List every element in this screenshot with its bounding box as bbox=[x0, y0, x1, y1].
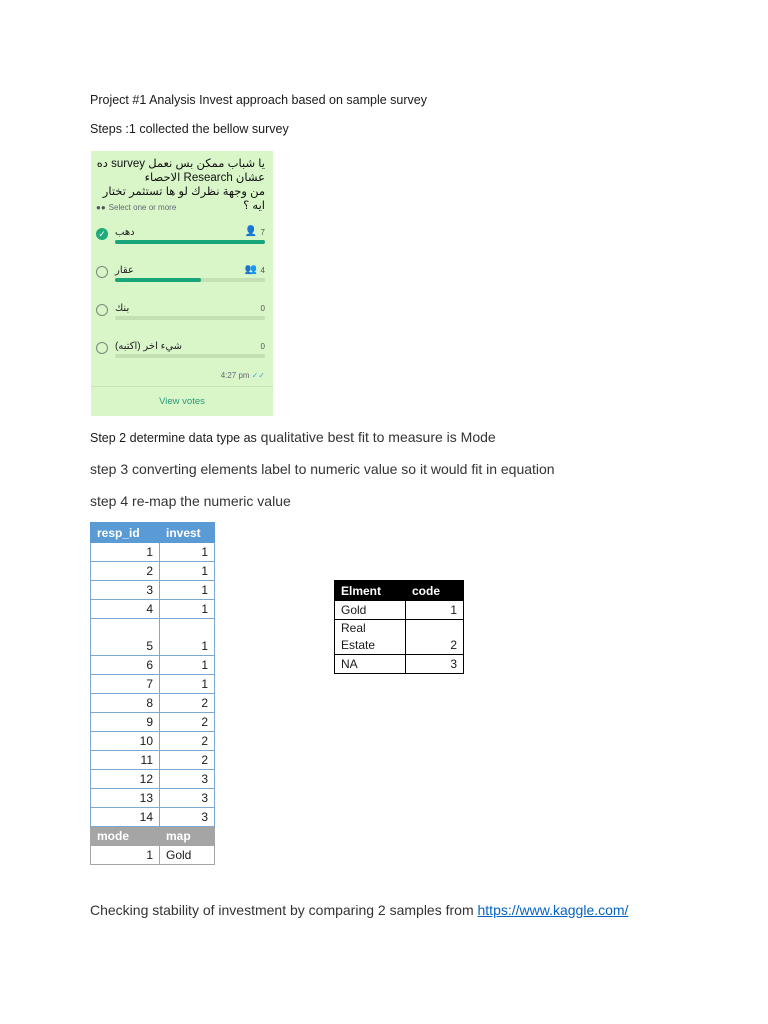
table-header-row bbox=[91, 523, 215, 543]
table-row bbox=[335, 620, 464, 655]
cell-resp-id: 5 bbox=[91, 619, 160, 656]
table-row bbox=[91, 600, 215, 619]
multi-select-icon: ●● bbox=[96, 203, 106, 212]
cell-invest: 3 bbox=[160, 789, 215, 808]
vote-bar-track bbox=[115, 316, 265, 320]
document-title: Project #1 Analysis Invest approach based on sample survey bbox=[90, 93, 427, 107]
table-row bbox=[91, 581, 215, 600]
header-invest: invest bbox=[160, 523, 215, 543]
survey-option-bank[interactable] bbox=[91, 304, 273, 334]
option-label: عقار bbox=[115, 265, 134, 276]
survey-question-line3: من وجهة نظرك لو ها تستثمر تختار ايه ؟ bbox=[102, 186, 265, 212]
cell-resp-id: 8 bbox=[91, 694, 160, 713]
option-count: 0 bbox=[260, 304, 265, 313]
table-row bbox=[91, 562, 215, 581]
header-element: Elment bbox=[335, 581, 406, 601]
cell-invest: 1 bbox=[160, 600, 215, 619]
cell-invest: 1 bbox=[160, 581, 215, 600]
cell-resp-id: 13 bbox=[91, 789, 160, 808]
table-row bbox=[91, 713, 215, 732]
cell-code: 2 bbox=[406, 620, 464, 655]
cell-resp-id: 7 bbox=[91, 675, 160, 694]
cell-invest: 1 bbox=[160, 675, 215, 694]
voter-avatars-icon: 👥 bbox=[244, 264, 257, 275]
vote-bar-track bbox=[115, 278, 265, 282]
cell-invest: 1 bbox=[160, 543, 215, 562]
cell-invest: 1 bbox=[160, 619, 215, 656]
cell-element: Gold bbox=[335, 601, 406, 620]
cell-resp-id: 4 bbox=[91, 600, 160, 619]
header-resp-id: resp_id bbox=[91, 523, 160, 543]
table-row bbox=[91, 543, 215, 562]
kaggle-link[interactable]: https://www.kaggle.com/ bbox=[477, 902, 629, 918]
footer-paragraph: Checking stability of investment by comparing 2 samples from https://www.kaggle.com/ bbox=[90, 902, 629, 918]
cell-invest: 3 bbox=[160, 770, 215, 789]
response-table bbox=[90, 522, 215, 865]
step4-text: step 4 re-map the numeric value bbox=[90, 493, 291, 509]
cell-invest: 2 bbox=[160, 713, 215, 732]
table-row bbox=[91, 675, 215, 694]
cell-resp-id: 2 bbox=[91, 562, 160, 581]
check-icon: ✓ bbox=[96, 228, 108, 240]
cell-invest: 2 bbox=[160, 751, 215, 770]
header-mode: mode bbox=[91, 827, 160, 846]
cell-resp-id: 3 bbox=[91, 581, 160, 600]
view-votes-button[interactable]: View votes bbox=[159, 396, 205, 407]
cell-element: NA bbox=[335, 655, 406, 674]
cell-invest: 2 bbox=[160, 732, 215, 751]
survey-question-line1: يا شباب ممكن بس نعمل survey ده bbox=[96, 158, 265, 170]
cell-invest: 1 bbox=[160, 562, 215, 581]
vote-bar-track bbox=[115, 240, 265, 244]
option-count: 4 bbox=[260, 266, 265, 275]
cell-invest: 2 bbox=[160, 694, 215, 713]
survey-hint: ●● Select one or more bbox=[96, 203, 177, 212]
table-row bbox=[91, 656, 215, 675]
table-row bbox=[335, 601, 464, 620]
option-count: 0 bbox=[260, 342, 265, 351]
cell-map: Gold bbox=[160, 846, 215, 865]
table-row bbox=[91, 770, 215, 789]
cell-resp-id: 10 bbox=[91, 732, 160, 751]
double-check-icon: ✓✓ bbox=[251, 371, 265, 380]
summary-row bbox=[91, 846, 215, 865]
radio-icon bbox=[96, 304, 108, 316]
survey-option-real-estate[interactable] bbox=[91, 266, 273, 296]
step2-text: Step 2 determine data type as qualitative best fit to measure is Mode bbox=[90, 429, 496, 445]
table-row bbox=[91, 789, 215, 808]
table-row bbox=[91, 808, 215, 827]
message-time: 4:27 pm ✓✓ bbox=[220, 371, 265, 380]
table-row bbox=[335, 655, 464, 674]
survey-option-other[interactable] bbox=[91, 342, 273, 372]
cell-invest: 1 bbox=[160, 656, 215, 675]
option-label: شيء اخر (اكتبه) bbox=[115, 341, 183, 352]
step3-text: step 3 converting elements label to numeric value so it would fit in equation bbox=[90, 461, 555, 477]
vote-bar-track bbox=[115, 354, 265, 358]
summary-header-row bbox=[91, 827, 215, 846]
vote-bar-fill bbox=[115, 278, 201, 282]
step1-text: Steps :1 collected the bellow survey bbox=[90, 122, 289, 136]
cell-invest: 3 bbox=[160, 808, 215, 827]
cell-mode: 1 bbox=[91, 846, 160, 865]
element-code-table bbox=[334, 580, 464, 674]
cell-resp-id: 1 bbox=[91, 543, 160, 562]
table-row bbox=[91, 732, 215, 751]
table-row bbox=[91, 619, 215, 656]
radio-icon bbox=[96, 342, 108, 354]
cell-code: 1 bbox=[406, 601, 464, 620]
table-row bbox=[91, 694, 215, 713]
survey-poll-card bbox=[91, 151, 273, 416]
cell-resp-id: 12 bbox=[91, 770, 160, 789]
option-label: دهب bbox=[115, 227, 135, 238]
cell-resp-id: 9 bbox=[91, 713, 160, 732]
radio-icon bbox=[96, 266, 108, 278]
card-divider bbox=[91, 386, 273, 387]
header-map: map bbox=[160, 827, 215, 846]
option-count: 7 bbox=[260, 228, 265, 237]
vote-bar-fill bbox=[115, 240, 265, 244]
cell-resp-id: 14 bbox=[91, 808, 160, 827]
survey-option-gold[interactable] bbox=[91, 228, 273, 258]
cell-resp-id: 6 bbox=[91, 656, 160, 675]
survey-question-line2: عشان Research الاحصاء bbox=[144, 172, 265, 184]
option-label: بنك bbox=[115, 303, 130, 314]
table-row bbox=[91, 751, 215, 770]
table-header-row bbox=[335, 581, 464, 601]
cell-element: Real Estate bbox=[335, 620, 406, 655]
cell-resp-id: 11 bbox=[91, 751, 160, 770]
cell-code: 3 bbox=[406, 655, 464, 674]
voter-avatars-icon: 👤 bbox=[244, 226, 257, 237]
header-code: code bbox=[406, 581, 464, 601]
